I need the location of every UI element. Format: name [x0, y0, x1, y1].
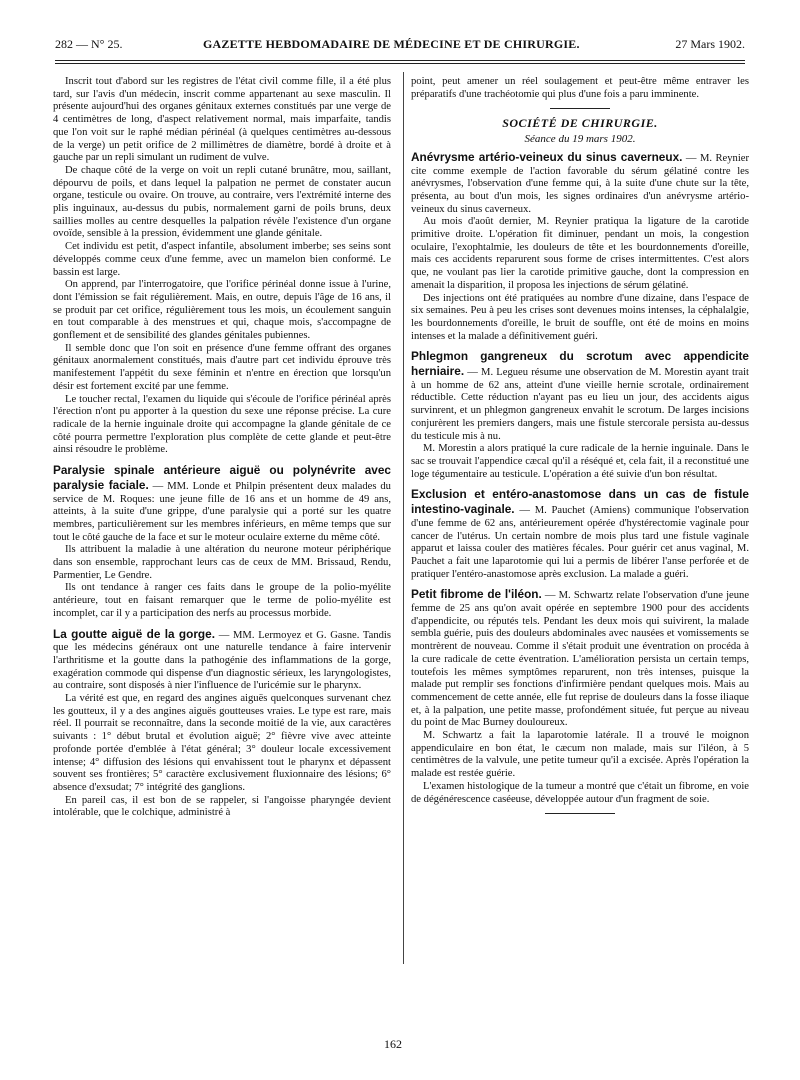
paragraph: Cet individu est petit, d'aspect infantile, absolument imberbe; ses seins sont développés comme ceux d'une femme, avec un mamelon bien conformé. Le bassin est large.: [53, 241, 391, 278]
section-title: Paralysie spinale antérieure aiguë ou polynévrite avec paralysie faciale.: [53, 463, 391, 492]
paragraph: cite comme exemple de l'action favorable du sérum gélatiné contre les anévrysmes, l'observation d'une femme qui, à la suite d'une chute sur la tête, présenta, au bout d'un mois, les signes ordinaires d'un anévrysme artério-veineux du sinus caverneux.: [411, 165, 749, 215]
paragraph: Inscrit tout d'abord sur les registres de l'état civil comme fille, il a été plus tard, sur l'avis d'un médecin, inscrit comme appartenant au sexe masculin. Il présente aujourd'hui des organes génitaux externes constitués par une verge de 4 centimètres de long, d'aspect relativement normal, mais imparfaite, tandis que l'on voit sur le raphé médian périnéal (à quelques centimètres au-dessous de la verge) un petit orifice de 2 millimètres de diamètre, bordé à droite et à gauche par un repli simulant un rudiment de vulve.: [53, 76, 391, 164]
section-goutte: [53, 628, 391, 694]
section-authors: — M. Schwartz: [544, 590, 614, 602]
section-authors: — M. Pauchet (Amiens): [519, 505, 630, 517]
paragraph: Le toucher rectal, l'examen du liquide qui s'écoule de l'orifice périnéal après l'érection n'ont pu apporter à la question du sexe une réponse précise. La cure radicale de la hernie inguinale droite qui accompagne la glande génitale de ce côté pourra permettre l'exploration plus complète de cette glande et peut-être ainsi résoudre le problème.: [53, 393, 391, 456]
paragraph: communique l'observation d'une femme de 62 ans, antérieurement opérée d'hystérectomie vaginale pour cancer de l'utérus. Un certain nombre de mois plus tard une fistule vaginale apparut et laissa couler des matières fécales. Pour guérir cet anus vaginal, M. Pauchet a fait une laparotomie qui lui a permis de libérer l'anse perforée et de pratiquer l'entéro-anastomose après exclusion. La malade a guéri.: [411, 505, 749, 580]
section-title: Petit fibrome de l'iléon.: [411, 587, 542, 602]
paragraph: Au mois d'août dernier, M. Reynier pratiqua la ligature de la carotide primitive droite. L'opération fit diminuer, pendant un mois, la congestion oculaire, l'exophtalmie, les douleurs de tête et les bourdonnements d'oreille, mais ces accidents reparurent sous forme de crises intermittentes. C'est alors que, ne voulant pas lier la carotide primitive gauche, dont la compression en amenait la disparition, il proposa les injections de sérum gélatiné.: [411, 216, 749, 291]
section-authors: — MM. Lermoyez et G. Gasne.: [218, 629, 360, 641]
section-authors: — M. Legueu: [467, 367, 529, 379]
paragraph: La vérité est que, en regard des angines aiguës quelconques survenant chez les goutteux, il y a des angines aiguës goutteuses vraies. Le type est rare, mais réel. Il pourrait se reconnaître, dans la seconde moitié de la vie, aux caractères suivants : 1° début brutal et évolution aiguë; 2° fièvre vive avec atteinte profonde portée d'emblée à l'état général; 3° douleur locale excessivement intense; 4° diffusion des lésions qui envahissent tout le pharynx et dépassent souvent ses frontières; 5° caractère exclusivement fluxionnaire des lésions; 6° absence d'exsudat; 7° intégrité des ganglions.: [53, 693, 391, 793]
section-paralysie: [53, 464, 391, 544]
section-title: Phlegmon gangreneux du scrotum avec appendicite herniaire.: [411, 349, 749, 379]
paragraph: Des injections ont été pratiquées au nombre d'une dizaine, dans l'espace de six semaines. Peu à peu les crises sont devenues moins intenses, la céphalalgie, les bourdonnements d'oreille, le bruit de souffle, ont été de moins en moins intenses et la malade a définitivement guéri.: [411, 292, 749, 342]
paragraph: Ils attribuent la maladie à une altération du neurone moteur périphérique dans son ensemble, rapprochant leurs cas de ceux de MM. Brissaud, Rendu, Parmentier, Le Gendre.: [53, 544, 391, 581]
header-rule-top: [55, 60, 745, 61]
section-anevrysme: [411, 151, 749, 217]
society-title: SOCIÉTÉ DE CHIRURGIE.: [502, 116, 658, 131]
left-column: [53, 76, 391, 820]
paragraph: résume une observation de M. Morestin ayant trait à un homme de 62 ans, atteint d'une vieille hernie scrotale, ordinairement réductible. Cette réduction n'ayant pas eu lieu un jour, des accidents aigus survinrent, et un phlegmon gangreneux envahit le scrotum. De larges incisions conjurèrent les premiers dangers, mais une fistule stercorale persista au-dessus du testicule mis à nu.: [411, 367, 749, 442]
page-number: 282 — N° 25.: [55, 37, 123, 51]
issue-date: 27 Mars 1902.: [675, 37, 745, 51]
paragraph: Il semble donc que l'on soit en présence d'une femme offrant des organes génitaux anormalement constitués, mais d'autre part cet individu éprouve très manifestement l'appétit du sexe féminin et n'entre en érection que lorsqu'un désir est fortement excité par une femme.: [53, 342, 391, 392]
paragraph: point, peut amener un réel soulagement et peut-être même entraver les préparatifs d'une trachéotomie qui plus d'une fois a paru imminente.: [411, 76, 749, 100]
paragraph: De chaque côté de la verge on voit un repli cutané brunâtre, mou, saillant, dépourvu de poils, et dans lequel la palpation ne permet de constater aucun organe, testicule ou ovaire. On trouve, au contraire, vers l'extrémité interne des plis inguinaux, au-dessus du pubis, normalement garni de poils bruns, deux saillies molles au centre desquelles la palpation révèle l'existence d'un organe ovoïde, sensible à la pression, évidemment une glande génitale.: [53, 164, 391, 240]
section-title: Exclusion et entéro-anastomose dans un cas de fistule intestino-vaginale.: [411, 487, 749, 517]
right-column: [411, 76, 749, 822]
running-head: [55, 37, 745, 55]
column-divider: [403, 72, 404, 964]
paragraph: M. Morestin a alors pratiqué la cure radicale de la hernie inguinale. Dans le sac se trouvait l'appendice cæcal qu'il a réséqué et, cela fait, il a reconstitué une loge tégumentaire au testicule. L'opération a été suivie d'un bon résultat.: [411, 443, 749, 480]
section-exclusion: [411, 488, 749, 581]
section-fibrome: [411, 588, 749, 730]
paragraph: Ils ont tendance à ranger ces faits dans le groupe de la polio-myélite antérieure, tout en faisant remarquer que le terme de polio-myélite est incomplet, car il y a participation des nerfs au processus morbide.: [53, 582, 391, 619]
session-date: Séance du 19 mars 1902.: [524, 133, 636, 146]
section-authors: — MM. Londe et Philpin: [152, 480, 266, 492]
section-separator: [550, 108, 610, 109]
section-phlegmon: [411, 350, 749, 443]
section-title: Anévrysme artério-veineux du sinus caverneux.: [411, 149, 683, 164]
paragraph: relate l'observation d'une jeune femme de 25 ans qu'on avait opérée en septembre 1900 pour des accidents d'appendicite, ou réputés tels. Pendant les deux mois qui suivirent, la malade sembla guérie, puis des douleurs abdominales avec nausées et vomissements se montrèrent de nouveau. Comme il s'était produit une éventration on procéda à la cure radicale de cette éventration. L'amélioration persista un certain temps, toutefois les mêmes symptômes reparurent, non très intenses, puisque la malade put remplir ses fonctions d'infirmière pendant quelques mois. Mais au commencement de cette année, elle fut reprise de douleurs dans la fosse iliaque et, à la palpation, une petite masse, profondément située, fut perçue au niveau du point de Mac Burney douloureux.: [411, 590, 750, 729]
paragraph: Tandis que les médecins généraux ont une naturelle tendance à faire intervenir l'arthritisme et la goutte dans la pathogénie des inflammations de la gorge, exagération commode qui dispense d'un diagnostic sérieux, les laryngologistes, au contraire, sont disposés à nier l'influence de l'uricémie sur le pharynx.: [53, 629, 391, 692]
paragraph: On apprend, par l'interrogatoire, que l'orifice périnéal donne issue à l'urine, dont l'émission se fait régulièrement. Mais, en outre, depuis l'âge de 16 ans, il se produit par cet orifice, régulièrement tous les mois, un écoulement sanguin en tout comparable à des menstrues et qui, chaque mois, s'accompagne de gonflement et de sensibilité des glandes génitales pubiennes.: [53, 279, 391, 342]
journal-title: GAZETTE HEBDOMADAIRE DE MÉDECINE ET DE CHIRURGIE.: [203, 37, 580, 51]
end-separator: [545, 813, 615, 814]
paragraph: présentent deux malades du service de M. Roques: une jeune fille de 16 ans et un homme de 49 ans, atteints, à la suite d'une grippe, d'une paralysie qui a porté sur les quatre membres, particulièrement sur les membres inférieurs, en même temps que sur tout le côté gauche de la face et sur le moteur oculaire externe du même côté.: [53, 480, 391, 543]
section-title: La goutte aiguë de la gorge.: [53, 626, 215, 641]
paragraph: M. Schwartz a fait la laparotomie latérale. Il a trouvé le moignon appendiculaire en bon état, le cæcum non malade, mais sur l'iléon, à 5 centimètres de la valvule, une petite tumeur qu'il a excisée. Après l'opération la malade est restée guérie.: [411, 730, 749, 780]
paragraph: L'examen histologique de la tumeur a montré que c'était un fibrome, en voie de dégénérescence caséeuse, développée autour d'un fragment de soie.: [411, 780, 749, 805]
header-rule-bottom: [55, 63, 745, 64]
folio-number: 162: [384, 1037, 402, 1051]
paragraph: En pareil cas, il est bon de se rappeler, si l'angoisse pharyngée devient intolérable, que le colchique, administré à: [53, 794, 391, 819]
section-authors: — M. Reynier: [685, 152, 750, 164]
